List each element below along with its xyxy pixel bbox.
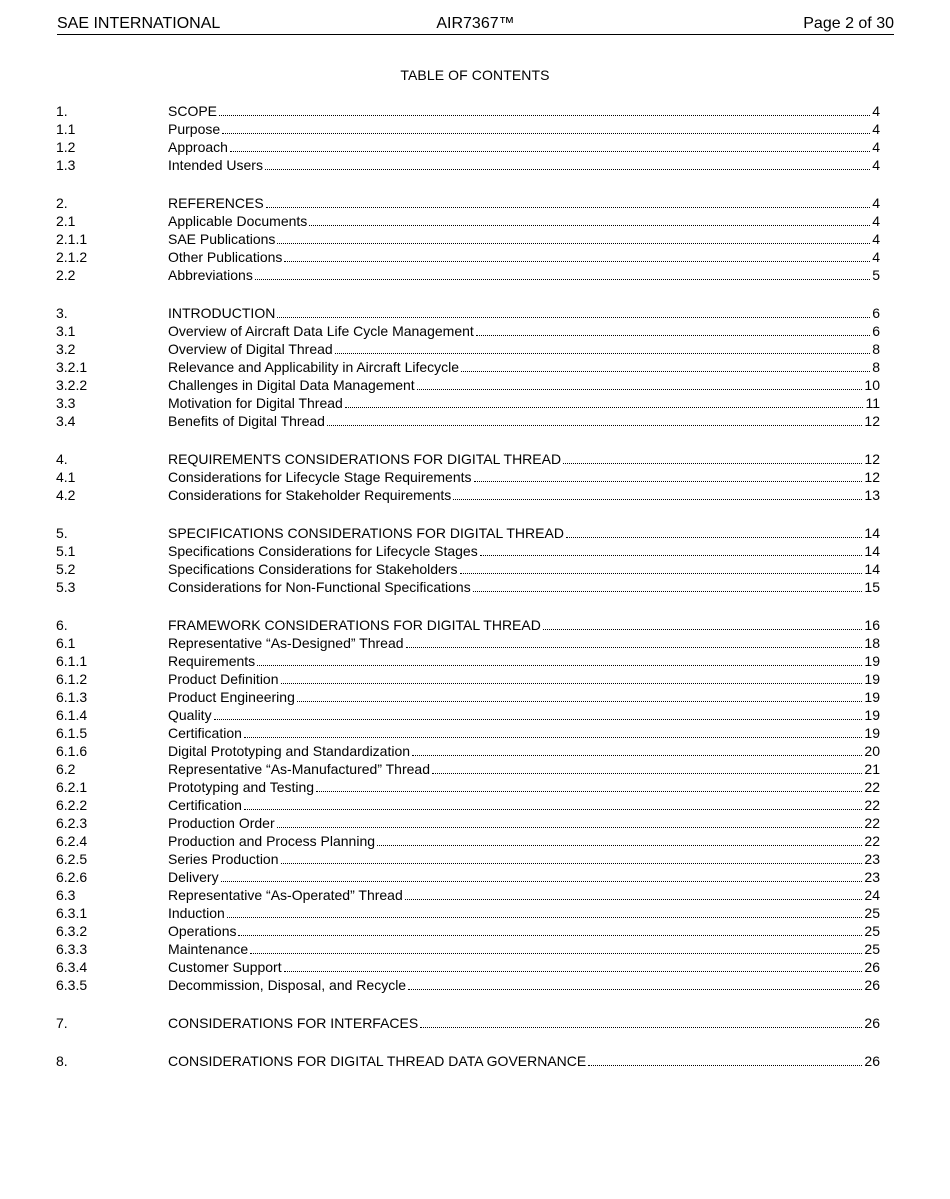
toc-entry-leader [219,115,870,116]
toc-entry-leader [266,207,871,208]
toc-entry-number: 6.2.2 [56,797,88,813]
toc-entry [56,578,880,596]
toc-entry-leader [417,389,863,390]
toc-entry-page: 22 [864,797,880,813]
toc-entry-number: 2. [56,195,68,211]
toc-entry-number: 2.1.1 [56,231,88,247]
toc-entry-number: 6.3.2 [56,923,88,939]
toc-entry [56,634,880,652]
toc-entry [56,706,880,724]
toc-entry-leader [543,629,863,630]
toc-entry [56,868,880,886]
toc-entry [56,120,880,138]
toc-entry-number: 2.1.2 [56,249,88,265]
toc-entry [56,138,880,156]
toc-entry-title: Overview of Aircraft Data Life Cycle Management [168,323,474,339]
toc-entry [56,394,880,412]
toc-entry-page: 19 [864,671,880,687]
toc-entry [56,724,880,742]
toc-entry [56,958,880,976]
toc-entry-page: 4 [872,103,880,119]
toc-entry-number: 3.2.2 [56,377,88,393]
toc-entry-number: 6.1.5 [56,725,88,741]
toc-entry-number: 2.1 [56,213,76,229]
toc-entry-page: 22 [864,815,880,831]
toc-entry-title: Applicable Documents [168,213,308,229]
toc-entry-number: 3.1 [56,323,76,339]
toc-entry [56,560,880,578]
toc-entry-leader [244,809,863,810]
toc-entry-leader [230,151,870,152]
toc-entry-number: 6.2.6 [56,869,88,885]
toc-entry-number: 4. [56,451,68,467]
toc-entry-page: 14 [864,561,880,577]
toc-entry-title: Customer Support [168,959,282,975]
toc-entry-page: 19 [864,653,880,669]
toc-entry [56,358,880,376]
page-header [57,14,894,35]
toc-entry-page: 25 [864,941,880,957]
toc-entry-page: 14 [864,543,880,559]
toc-entry-number: 6.3.1 [56,905,88,921]
toc-entry-title: Quality [168,707,212,723]
toc-entry-leader [566,537,862,538]
toc-entry-number: 5.1 [56,543,76,559]
toc-entry-leader [405,899,863,900]
toc-entry-number: 5.3 [56,579,76,595]
toc-entry-number: 6.1.3 [56,689,88,705]
toc-entry-title: Overview of Digital Thread [168,341,333,357]
toc-entry-leader [474,481,863,482]
toc-entry-leader [227,917,863,918]
toc-entry-title: Induction [168,905,225,921]
toc-entry-number: 5.2 [56,561,76,577]
toc-entry [56,156,880,174]
toc-entry-number: 6.3.5 [56,977,88,993]
toc-entry-number: 6.1.1 [56,653,88,669]
toc-entry-title: Series Production [168,851,279,867]
toc-entry-title: FRAMEWORK CONSIDERATIONS FOR DIGITAL THREAD [168,617,541,633]
toc-entry-title: Intended Users [168,157,263,173]
toc-entry [56,376,880,394]
toc-entry-title: Purpose [168,121,221,137]
toc-entry-page: 19 [864,725,880,741]
toc-entry-leader [453,499,862,500]
toc-entry-leader [406,647,863,648]
toc-entry [56,652,880,670]
toc-entry-title: SPECIFICATIONS CONSIDERATIONS FOR DIGITAL THREAD [168,525,564,541]
toc-entry-page: 24 [864,887,880,903]
toc-entry-number: 1.2 [56,139,76,155]
toc-entry-leader [297,701,863,702]
toc-entry-title: Challenges in Digital Data Management [168,377,415,393]
toc-entry-number: 3.4 [56,413,76,429]
header-organization: SAE INTERNATIONAL [57,15,221,32]
toc-entry [56,340,880,358]
toc-entry-title: CONSIDERATIONS FOR INTERFACES [168,1015,419,1031]
toc-entry-leader [412,755,862,756]
toc-entry [56,524,880,542]
toc-entry-leader [432,773,862,774]
toc-entry-leader [281,683,863,684]
toc-entry [56,904,880,922]
toc-entry-number: 6.3 [56,887,76,903]
toc-entry-title: CONSIDERATIONS FOR DIGITAL THREAD DATA GOVERNANCE [168,1053,587,1069]
toc-entry-number: 7. [56,1015,68,1031]
toc-entry-leader [316,791,862,792]
toc-entry-number: 6.1.2 [56,671,88,687]
toc-entry-number: 6.2.4 [56,833,88,849]
table-of-contents [56,102,880,1070]
toc-entry-title: Abbreviations [168,267,253,283]
toc-entry-page: 4 [872,121,880,137]
toc-entry-leader [309,225,870,226]
toc-entry-title: Considerations for Non-Functional Specifications [168,579,471,595]
toc-entry [56,212,880,230]
toc-entry-page: 10 [864,377,880,393]
toc-entry [56,760,880,778]
toc-entry-page: 4 [872,139,880,155]
toc-entry-number: 6.2.3 [56,815,88,831]
toc-entry-title: SCOPE [168,103,218,119]
toc-entry-title: Relevance and Applicability in Aircraft Lifecycle [168,359,460,375]
toc-entry-leader [473,591,863,592]
toc-entry-title: Representative “As-Manufactured” Thread [168,761,430,777]
toc-entry-title: Product Engineering [168,689,295,705]
header-page-number: Page 2 of 30 [803,15,894,32]
toc-entry-title: Specifications Considerations for Stakeholders [168,561,458,577]
toc-entry [56,230,880,248]
toc-entry-page: 21 [864,761,880,777]
toc-entry-number: 6.2.1 [56,779,88,795]
toc-entry-title: Certification [168,797,242,813]
toc-entry [56,814,880,832]
toc-entry [56,468,880,486]
toc-entry-number: 2.2 [56,267,76,283]
toc-entry-number: 4.2 [56,487,76,503]
toc-entry-page: 16 [864,617,880,633]
toc-entry-leader [250,953,862,954]
toc-entry [56,742,880,760]
toc-entry-page: 22 [864,779,880,795]
toc-entry-title: Representative “As-Designed” Thread [168,635,404,651]
toc-entry-title: Approach [168,139,228,155]
toc-entry-leader [377,845,862,846]
toc-entry-page: 11 [865,395,880,411]
toc-entry-page: 4 [872,231,880,247]
toc-entry-number: 1.3 [56,157,76,173]
toc-entry-leader [345,407,864,408]
toc-entry-page: 8 [872,341,880,357]
toc-entry-title: Considerations for Lifecycle Stage Requirements [168,469,472,485]
toc-entry-page: 8 [872,359,880,375]
toc-entry-page: 19 [864,689,880,705]
toc-entry-title: REQUIREMENTS CONSIDERATIONS FOR DIGITAL THREAD [168,451,562,467]
toc-entry-title: Delivery [168,869,219,885]
toc-entry [56,670,880,688]
toc-entry-page: 23 [864,869,880,885]
toc-entry-title: Maintenance [168,941,249,957]
toc-entry-page: 4 [872,195,880,211]
toc-entry [56,1052,880,1070]
toc-entry [56,616,880,634]
toc-entry-page: 22 [864,833,880,849]
toc-entry-page: 4 [872,213,880,229]
toc-entry-title: Production Order [168,815,275,831]
toc-entry-page: 6 [872,323,880,339]
toc-entry [56,266,880,284]
toc-entry-leader [277,243,870,244]
toc-entry-page: 18 [864,635,880,651]
toc-entry [56,976,880,994]
toc-entry-title: Decommission, Disposal, and Recycle [168,977,407,993]
toc-entry-leader [480,555,863,556]
toc-entry [56,886,880,904]
toc-entry-page: 6 [872,305,880,321]
toc-entry-title: Operations [168,923,237,939]
toc-entry [56,922,880,940]
toc-entry-leader [214,719,863,720]
toc-entry [56,486,880,504]
toc-entry [56,194,880,212]
toc-entry-number: 5. [56,525,68,541]
toc-entry [56,542,880,560]
toc-entry-page: 20 [864,743,880,759]
toc-entry-page: 12 [864,469,880,485]
toc-entry-leader [327,425,862,426]
toc-entry [56,778,880,796]
toc-entry [56,412,880,430]
toc-entry-number: 3.3 [56,395,76,411]
toc-entry-title: Motivation for Digital Thread [168,395,343,411]
toc-entry-leader [277,317,870,318]
toc-entry-leader [244,737,863,738]
header-document-id: AIR7367™ [436,15,515,32]
toc-entry-page: 25 [864,905,880,921]
toc-entry-leader [222,133,870,134]
toc-entry-leader [257,665,862,666]
toc-entry [56,304,880,322]
toc-entry-leader [335,353,871,354]
toc-entry-page: 4 [872,249,880,265]
toc-entry-title: Benefits of Digital Thread [168,413,325,429]
toc-entry-leader [277,827,863,828]
toc-entry-number: 6.3.3 [56,941,88,957]
toc-entry-page: 15 [864,579,880,595]
toc-entry-number: 6.1.6 [56,743,88,759]
toc-entry-title: Specifications Considerations for Lifecycle Stages [168,543,478,559]
toc-entry [56,102,880,120]
toc-entry [56,322,880,340]
toc-entry-number: 6.2 [56,761,76,777]
toc-entry [56,688,880,706]
toc-entry-leader [284,971,863,972]
toc-entry-page: 26 [864,1015,880,1031]
toc-entry-page: 26 [864,977,880,993]
toc-entry-title: Considerations for Stakeholder Requirements [168,487,452,503]
toc-entry-title: Representative “As-Operated” Thread [168,887,403,903]
toc-entry-number: 6. [56,617,68,633]
toc-entry-number: 6.1.4 [56,707,88,723]
toc-entry-title: Prototyping and Testing [168,779,315,795]
toc-entry-page: 26 [864,959,880,975]
toc-entry-number: 8. [56,1053,68,1069]
toc-entry [56,450,880,468]
toc-entry-page: 5 [872,267,880,283]
toc-entry-page: 12 [864,413,880,429]
toc-entry-leader [281,863,863,864]
toc-entry [56,832,880,850]
toc-entry-leader [420,1027,862,1028]
toc-entry-title: REFERENCES [168,195,264,211]
toc-entry-page: 25 [864,923,880,939]
toc-entry-leader [284,261,870,262]
toc-entry-title: SAE Publications [168,231,276,247]
toc-heading: TABLE OF CONTENTS [400,67,550,83]
toc-entry [56,850,880,868]
toc-entry [56,248,880,266]
toc-entry-leader [408,989,862,990]
toc-entry-leader [563,463,862,464]
toc-entry-number: 3.2 [56,341,76,357]
toc-entry-number: 1. [56,103,68,119]
toc-entry-leader [255,279,870,280]
toc-entry-leader [265,169,870,170]
toc-entry-title: Certification [168,725,242,741]
toc-entry-number: 6.2.5 [56,851,88,867]
toc-entry-title: Digital Prototyping and Standardization [168,743,411,759]
toc-entry-number: 1.1 [56,121,76,137]
toc-entry-title: Production and Process Planning [168,833,376,849]
toc-entry-title: Other Publications [168,249,283,265]
toc-entry-number: 6.1 [56,635,76,651]
toc-entry-leader [238,935,862,936]
toc-entry [56,1014,880,1032]
toc-entry-page: 14 [864,525,880,541]
toc-entry-leader [460,573,863,574]
toc-entry-page: 19 [864,707,880,723]
toc-entry-page: 12 [864,451,880,467]
toc-entry-number: 4.1 [56,469,76,485]
toc-entry-leader [461,371,870,372]
toc-entry-page: 23 [864,851,880,867]
toc-entry-page: 26 [864,1053,880,1069]
toc-entry-number: 3.2.1 [56,359,88,375]
toc-entry-leader [476,335,870,336]
toc-entry-number: 6.3.4 [56,959,88,975]
toc-entry [56,796,880,814]
toc-entry-title: Product Definition [168,671,279,687]
toc-entry [56,940,880,958]
toc-entry-number: 3. [56,305,68,321]
toc-entry-page: 4 [872,157,880,173]
toc-entry-leader [588,1065,862,1066]
toc-entry-title: Requirements [168,653,256,669]
toc-entry-page: 13 [864,487,880,503]
toc-entry-leader [221,881,863,882]
toc-entry-title: INTRODUCTION [168,305,276,321]
